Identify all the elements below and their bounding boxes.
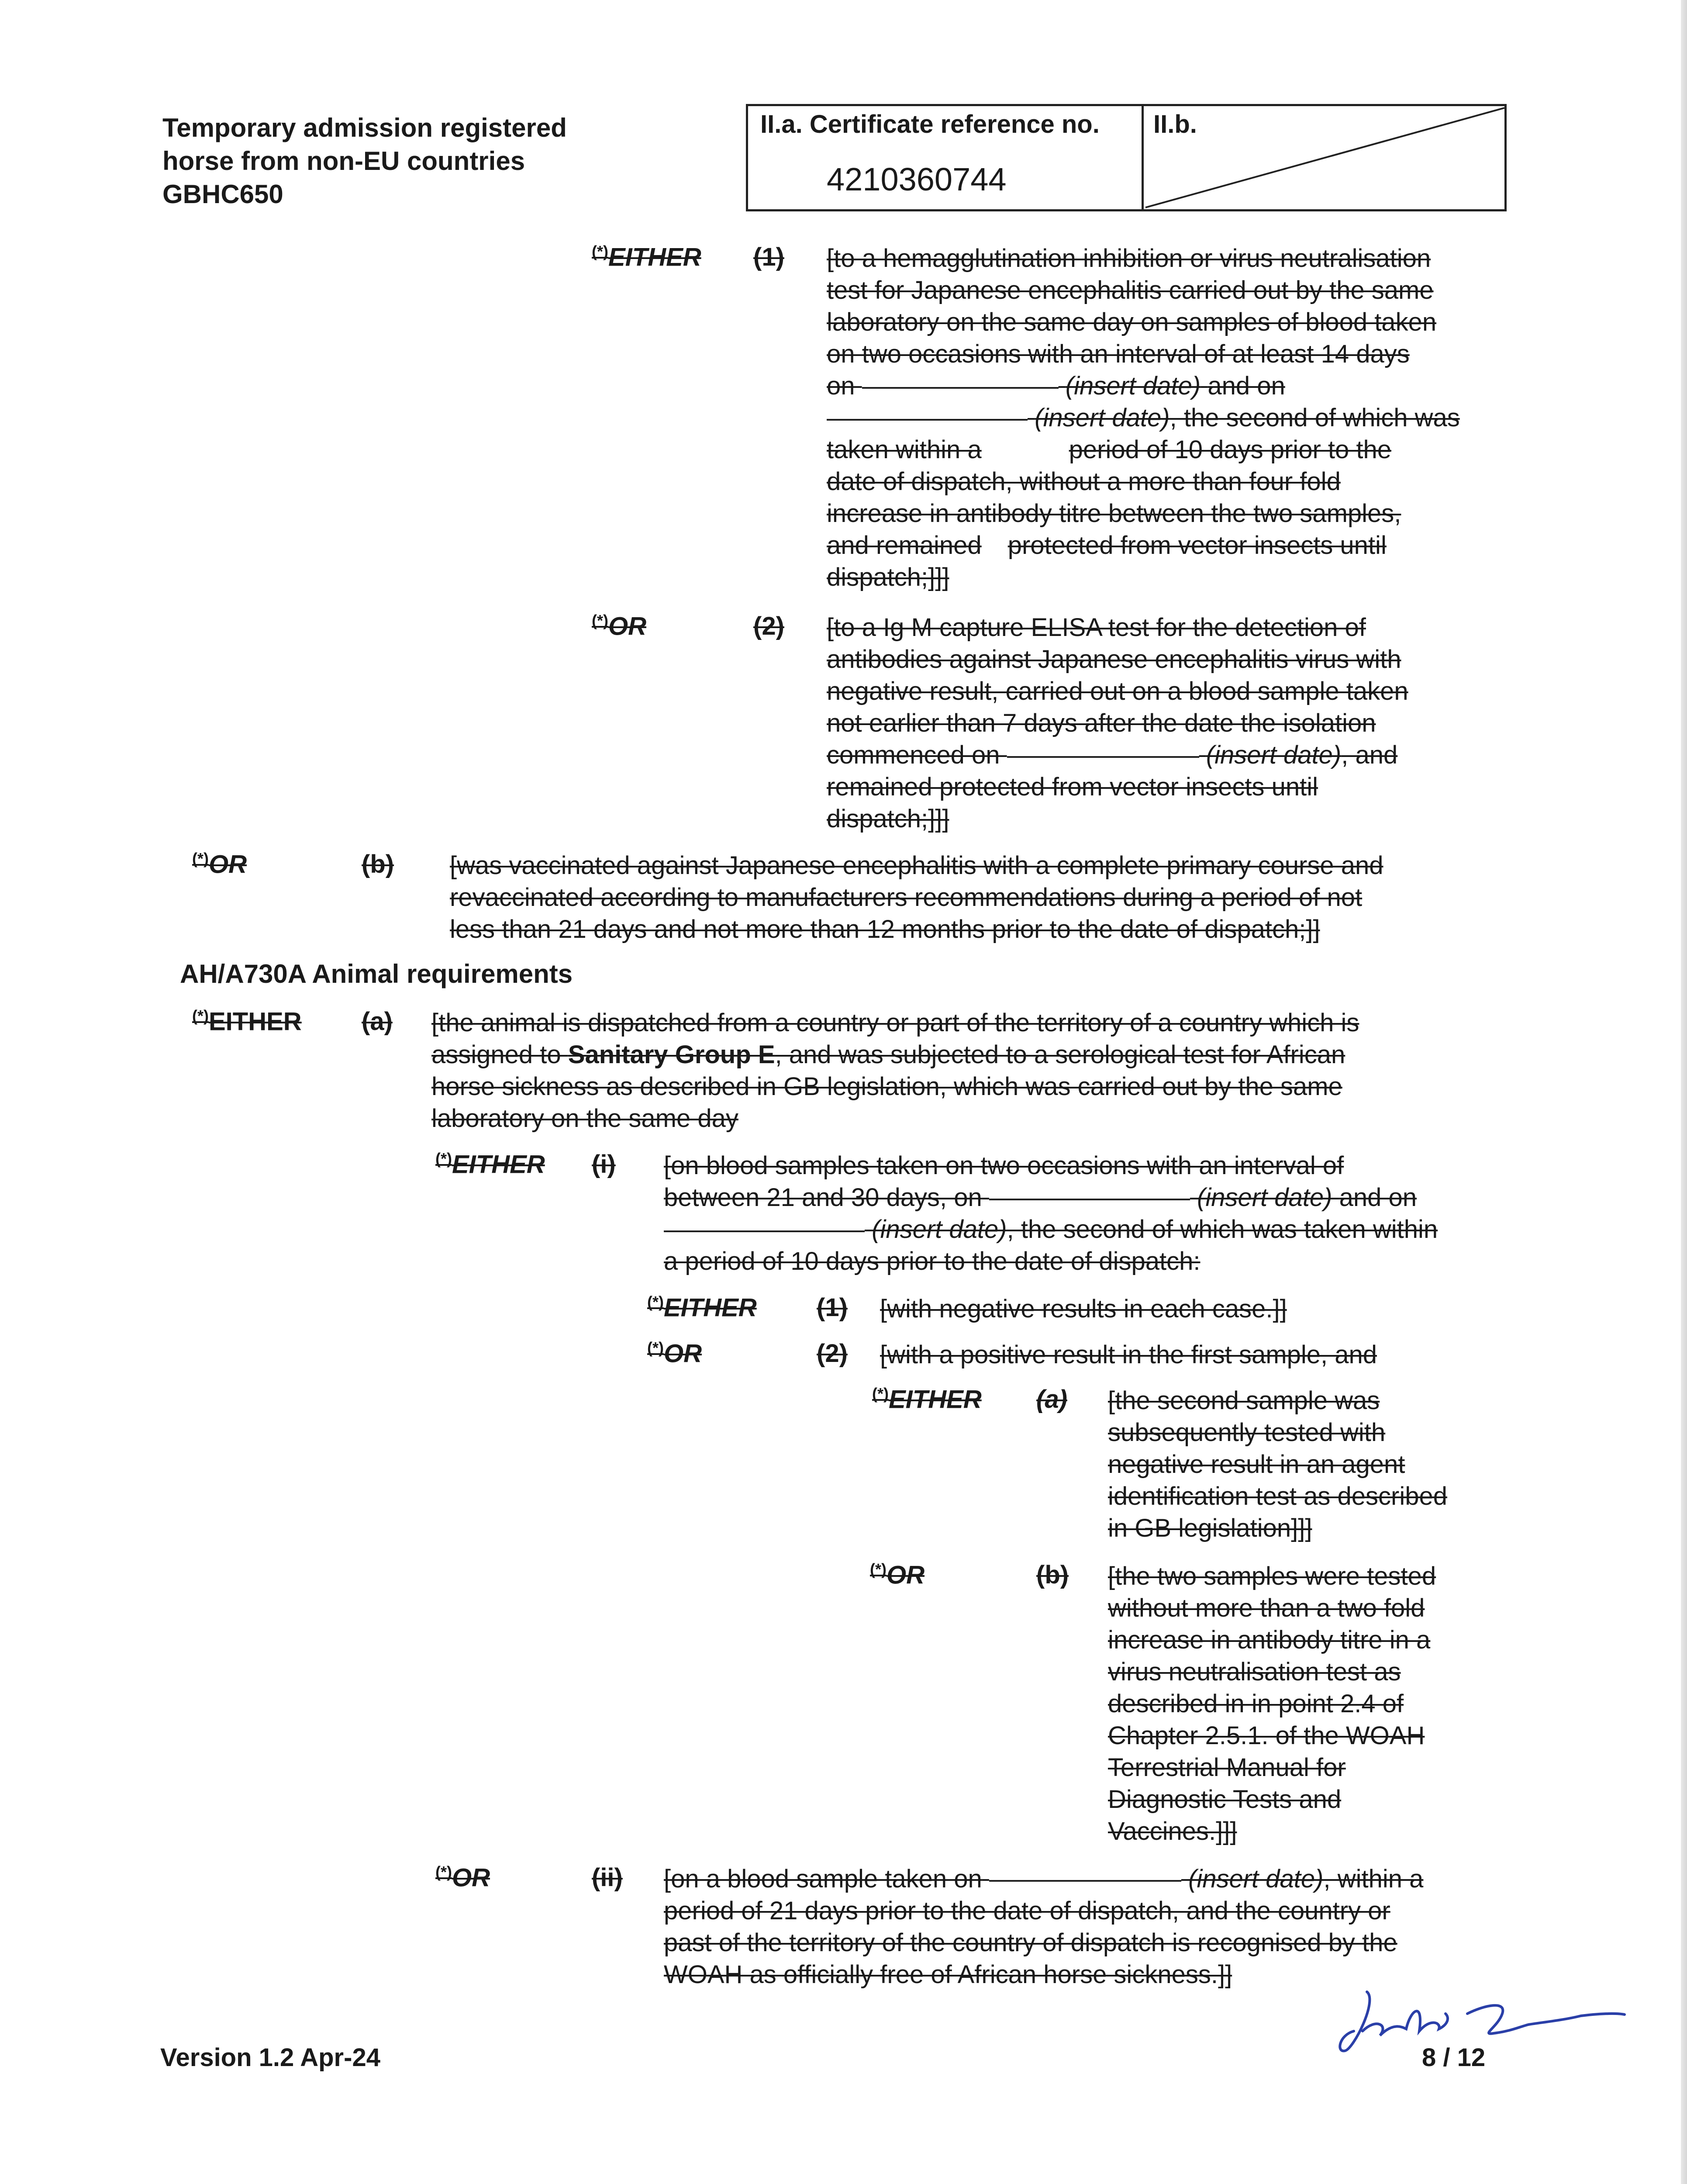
paragraph-jev-elisa: [to a Ig M capture ELISA test for the detection of antibodies against Japanese encephalitis virus with negative result, carried out on a blood sample taken not earlier than 7 days after the date the isolation commenced on (insert date), and remained protected from vector insects until dispatch;]]] [827, 613, 1408, 833]
paragraph-virus-neutralisation: [the two samples were tested without more than a two fold increase in antibody titre in a virus neutralisation test as described in in point 2.4 of Chapter 2.5.1. of the WOAH Terrestrial Manual for Diagnostic Tests and Vaccines.]]] [1108, 1562, 1436, 1845]
either-tag: (*)EITHER [647, 1293, 757, 1322]
item-number: (2) [817, 1339, 848, 1368]
paragraph-ahs-two-samples: [on blood samples taken on two occasions with an interval of between 21 and 30 days, on (insert date) and on (insert date), the second of which was taken within a period of 10 days prior to the date of dispatch: [664, 1151, 1438, 1275]
item-number: (ii) [592, 1863, 623, 1892]
iib-label: II.b. [1153, 110, 1197, 138]
item-number: (a) [1036, 1385, 1067, 1413]
date-blank [664, 1230, 865, 1232]
paragraph-negative-results: [with negative results in each case.]] [880, 1295, 1287, 1323]
paragraph-jev-vaccination: [was vaccinated against Japanese encephalitis with a complete primary course and revaccinated according to manufacturers recommendations during a period of not less than 21 days and not more than 12 months prior to the date of dispatch;]] [450, 851, 1383, 943]
paragraph-ahs-group-e: [the animal is dispatched from a country or part of the territory of a country which is assigned to Sanitary Group E, and was subjected to a serological test for African horse sickness as described in GB legislation, which was carried out by the same laboratory on the same day [431, 1009, 1359, 1133]
date-blank [827, 419, 1028, 421]
item-number: (2) [753, 612, 784, 640]
certificate-title [162, 111, 643, 211]
iib-cell [1144, 106, 1504, 209]
reference-table [746, 104, 1507, 211]
or-tag: (*)OR [192, 850, 247, 879]
reference-number: 4210360744 [827, 161, 1007, 197]
date-blank [1007, 756, 1199, 758]
either-tag: (*)EITHER [435, 1150, 545, 1179]
paragraph-positive-first: [with a positive result in the first sample, and [880, 1341, 1377, 1369]
signature-icon [1336, 1983, 1633, 2064]
item-number: (1) [753, 243, 784, 271]
section-heading: AH/A730A Animal requirements [180, 959, 573, 988]
title-line: horse from non-EU countries [162, 146, 525, 176]
or-tag: (*)OR [435, 1863, 490, 1892]
either-tag: (*)EITHER [592, 242, 701, 272]
item-number: (1) [817, 1293, 848, 1322]
diagonal-strike [1144, 106, 1507, 209]
reference-label: II.a. Certificate reference no. [760, 110, 1100, 138]
paragraph-single-sample: [on a blood sample taken on (insert date), within a period of 21 days prior to the date of dispatch, and the country or past of the territory of the country of dispatch is recognised by the WOAH as officially free of African horse sickness.]] [664, 1865, 1424, 1989]
either-tag: (*)EITHER [192, 1007, 302, 1036]
page-edge [1681, 0, 1687, 2184]
item-number: (i) [592, 1150, 616, 1178]
either-tag: (*)EITHER [872, 1385, 982, 1414]
or-tag: (*)OR [647, 1339, 702, 1368]
item-number: (b) [362, 850, 394, 878]
version-label: Version 1.2 Apr-24 [160, 2043, 380, 2072]
item-number: (b) [1036, 1561, 1069, 1589]
title-line: GBHC650 [162, 180, 283, 209]
title-line: Temporary admission registered [162, 113, 567, 142]
paragraph-jev-hi-test: [to a hemagglutination inhibition or virus neutralisation test for Japanese encephalitis carried out by the same laboratory on the same day on samples of blood taken on two occasions with an interval of at least 14 days on (insert date) and on (insert date), the second of which was taken within a period of 10 days prior to the date of dispatch, without a more than four fold increase in antibody titre between the two samples, and remained protected from vector insects until dispatch;]]] [827, 244, 1460, 591]
item-number: (a) [362, 1007, 393, 1036]
date-blank [989, 1880, 1181, 1882]
or-tag: (*)OR [592, 612, 646, 641]
date-blank [989, 1199, 1190, 1200]
reference-cell [748, 106, 1144, 209]
date-blank [862, 387, 1059, 389]
paragraph-agent-identification: [the second sample was subsequently tested with negative result in an agent identification test as described in GB legislation]]] [1108, 1386, 1447, 1542]
or-tag: (*)OR [870, 1560, 925, 1590]
page-number: 8 / 12 [1422, 2043, 1486, 2072]
